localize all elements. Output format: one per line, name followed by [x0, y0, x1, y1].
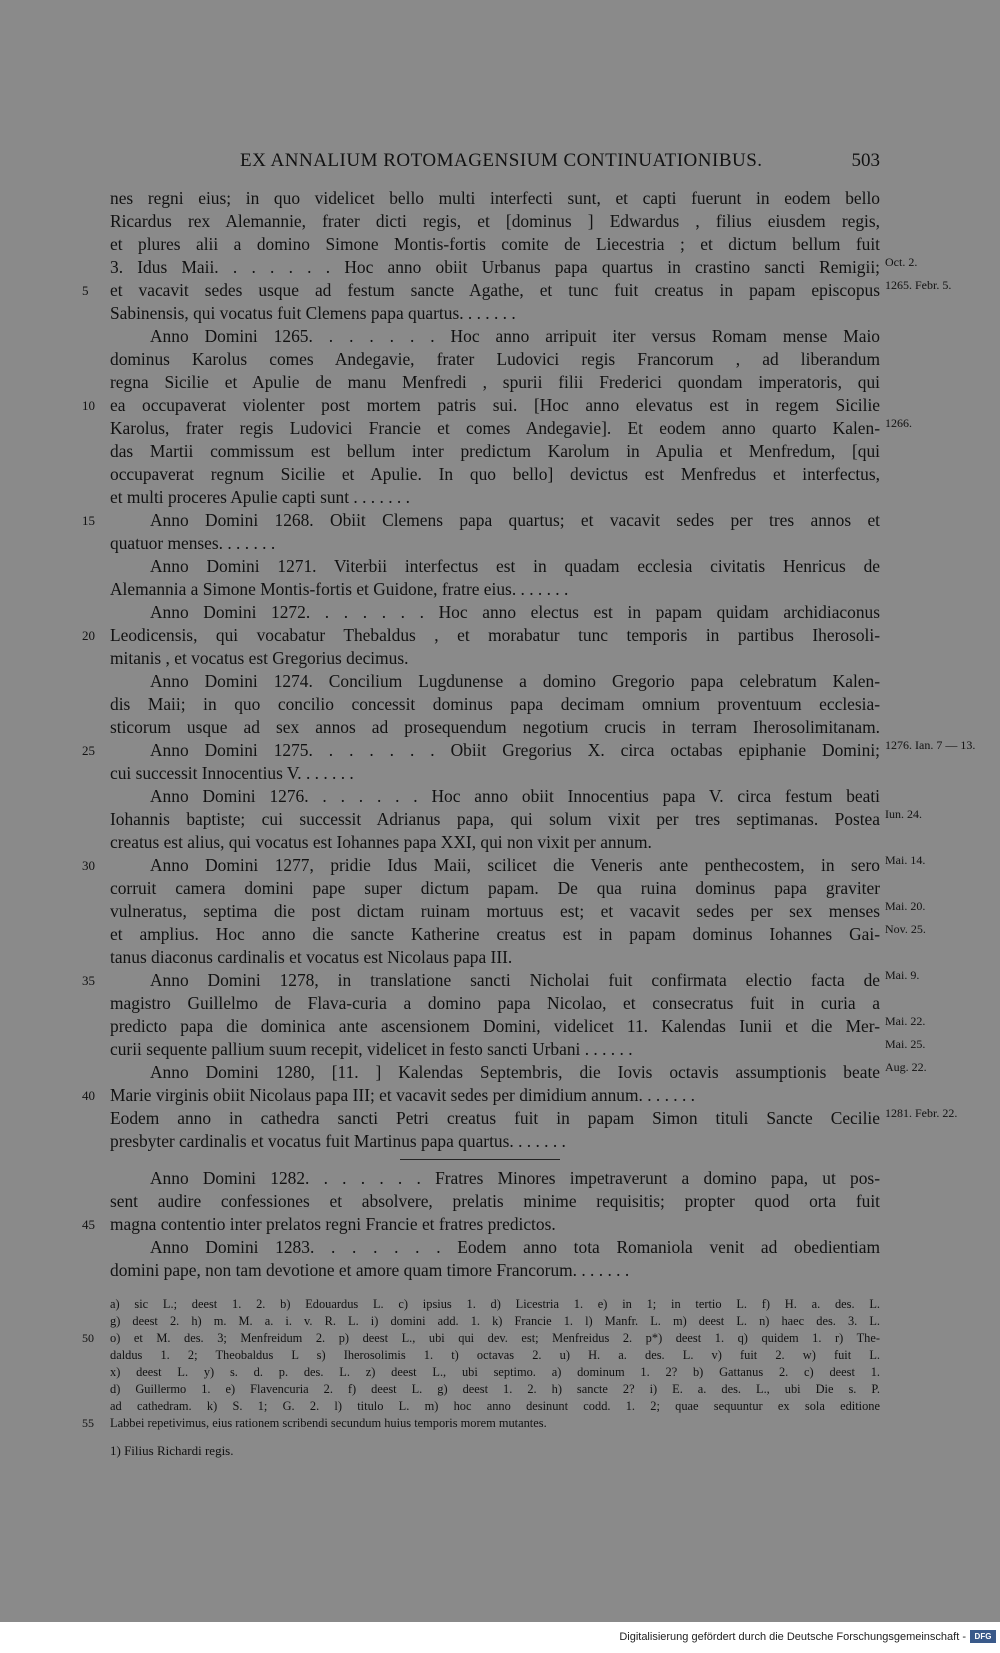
line-number: 45: [82, 1217, 95, 1232]
text-line: [110, 555, 880, 578]
line-text: regna Sicilie et Apulie de manu Menfredi , spurii filii Frederici quondam imperatoris, qui: [110, 372, 880, 392]
text-line: [110, 831, 880, 854]
margin-date: Mai. 20.: [885, 899, 926, 913]
line-text: a) sic L.; deest 1. 2. b) Edouardus L. c) ipsius 1. d) Licestria 1. e) in 1; in tertio L. f) H. a. des. L.: [110, 1297, 880, 1311]
text-line: [110, 255, 918, 279]
text-line: [82, 624, 880, 647]
text-line: [110, 601, 880, 624]
text-line: [110, 1106, 958, 1130]
line-text: Anno Domini 1271. Viterbii interfectus est in quadam ecclesia civitatis Henricus de: [150, 556, 880, 576]
text-line: [82, 738, 976, 762]
line-number: 25: [82, 743, 95, 758]
line-text: Anno Domini 1268. Obiit Clemens papa quartus; et vacavit sedes per tres annos et: [150, 510, 880, 530]
text-line: [110, 1167, 880, 1190]
text-line: [110, 1014, 926, 1038]
line-text: Eodem anno in cathedra sancti Petri creatus fuit in papam Simon tituli Sancte Cecilie: [110, 1108, 880, 1128]
text-line: [110, 946, 880, 969]
line-text: Sabinensis, qui vocatus fuit Clemens papa quartus. . . . . . .: [110, 303, 516, 323]
running-title: EX ANNALIUM ROTOMAGENSIUM CONTINUATIONIBUS.: [240, 150, 763, 171]
margin-date: Iun. 24.: [885, 807, 922, 821]
funding-note: Digitalisierung gefördert durch die Deutsche Forschungsgemeinschaft -: [619, 1631, 966, 1643]
text-line: [110, 992, 880, 1015]
text-line: [110, 325, 880, 348]
line-text: sticorum usque ad sex annos ad prosequendum negotium crucis in terram Iherosolimitanam.: [110, 717, 880, 737]
line-text: mitanis , et vocatus est Gregorius decimus.: [110, 648, 409, 668]
margin-date: 1276. Ian. 7 — 13.: [885, 738, 976, 752]
text-line: [82, 1330, 880, 1347]
line-text: Ricardus rex Alemannie, frater dicti regis, et [dominus ] Edwardus , filius eiusdem regis,: [110, 211, 880, 231]
text-line: [82, 853, 926, 877]
line-number: 5: [82, 283, 89, 298]
line-number: 10: [82, 398, 95, 413]
margin-date: 1265. Febr. 5.: [885, 278, 952, 292]
line-text: et plures alii a domino Simone Montis-fortis comite de Liecestria ; et dictum bellum fuit: [110, 234, 880, 254]
line-text: x) deest L. y) s. d. p. des. L. z) deest L., ubi septimo. a) dominum 1. 2? b) Gattanus 2. c) deest 1.: [110, 1365, 880, 1379]
line-text: cui successit Innocentius V. . . . . . .: [110, 763, 354, 783]
text-line: [110, 187, 880, 210]
text-line: [110, 532, 880, 555]
text-line: [110, 785, 880, 808]
line-text: Alemannia a Simone Montis-fortis et Guidone, fratre eius. . . . . . .: [110, 579, 569, 599]
line-text: presbyter cardinalis et vocatus fuit Martinus papa quartus. . . . . . .: [110, 1131, 566, 1151]
text-line: [110, 1313, 880, 1330]
line-text: domini pape, non tam devotione et amore quam timore Francorum. . . . . . .: [110, 1260, 630, 1280]
text-line: [110, 486, 880, 509]
line-number: 15: [82, 513, 95, 528]
line-text: quatuor menses. . . . . . .: [110, 533, 276, 553]
text-line: [110, 1037, 926, 1061]
margin-date: Oct. 2.: [885, 255, 918, 269]
text-line: [110, 1060, 927, 1084]
text-line: [82, 394, 880, 417]
line-text: g) deest 2. h) m. M. a. i. v. R. L. i) domini add. 1. k) Francie 1. l) Manfr. L. m) deest L. n) haec des. 3. L.: [110, 1314, 880, 1328]
footnote: [110, 1442, 880, 1459]
line-text: Labbei repetivimus, eius rationem scribendi secundum huius temporis morem mutantes.: [110, 1416, 547, 1430]
line-text: 3. Idus Maii. . . . . . . Hoc anno obiit Urbanus papa quartus in crastino sancti Remigii;: [110, 257, 880, 277]
text-line: [110, 1130, 880, 1153]
line-text: corruit camera domini pape super dictum papam. De qua ruina dominus papa graviter: [110, 878, 880, 898]
line-text: sent audire confessiones et absolvere, prelatis minime requisitis; propter quod orta fuit: [110, 1191, 880, 1211]
line-text: das Martii commissum est bellum inter predictum Karolum in Apulia et Menfredum, [qui: [110, 441, 880, 461]
line-number: 35: [82, 973, 95, 988]
text-line: [110, 440, 880, 463]
line-text: Iohannis baptiste; cui successit Adrianus papa, qui solum vixit per tres septimanas. Postea: [110, 809, 880, 829]
text-line: [110, 670, 880, 693]
text-line: [110, 877, 880, 900]
margin-date: Mai. 25.: [885, 1037, 926, 1051]
line-text: predicto papa die dominica ante ascensionem Domini, videlicet 11. Kalendas Iunii et die Mer-: [110, 1016, 880, 1036]
line-text: magistro Guillelmo de Flava-curia a domino papa Nicolao, et consecratus fuit in curia a: [110, 993, 880, 1013]
text-line: [110, 922, 926, 946]
line-text: Anno Domini 1276. . . . . . . Hoc anno obiit Innocentius papa V. circa festum beati: [150, 786, 880, 806]
text-line: [82, 509, 880, 532]
margin-date: Aug. 22.: [885, 1060, 927, 1074]
line-text: curii sequente pallium suum recepit, videlicet in festo sancti Urbani . . . . . .: [110, 1039, 633, 1059]
line-text: Marie virginis obiit Nicolaus papa III; et vacavit sedes per dimidium annum. . . . . . .: [110, 1085, 696, 1105]
annals-block-2: [82, 1167, 880, 1282]
line-text: Anno Domini 1272. . . . . . . Hoc anno electus est in papam quidam archidiaconus: [150, 602, 880, 622]
line-number: 50: [82, 1331, 94, 1345]
text-line: [110, 348, 880, 371]
line-text: et amplius. Hoc anno die sancte Katherine creatus est in papam dominus Iohannes Gai-: [110, 924, 880, 944]
text-line: [110, 762, 880, 785]
line-text: et vacavit sedes usque ad festum sancte Agathe, et tunc fuit creatus in papam episcopus: [110, 280, 880, 300]
line-text: Anno Domini 1282. . . . . . . Fratres Minores impetraverunt a domino papa, ut pos-: [150, 1168, 880, 1188]
line-text: Anno Domini 1275. . . . . . . Obiit Gregorius X. circa octabas epiphanie Domini;: [150, 740, 880, 760]
line-text: vulneratus, septima die post dictam ruinam mortuus est; et vacavit sedes per sex menses: [110, 901, 880, 921]
footnote-line: 1) Filius Richardi regis.: [110, 1443, 234, 1458]
annals-block-1: [82, 187, 976, 1153]
text-line: [110, 416, 912, 440]
digitization-footer: [0, 1622, 1000, 1653]
section-separator: [110, 1153, 880, 1167]
line-text: Karolus, frater regis Ludovici Francie et comes Andegavie]. Et eodem anno quarto Kalen-: [110, 418, 880, 438]
text-line: [110, 463, 880, 486]
line-text: occupaverat regnum Sicilie et Apulie. In quo bello] devictus est Menfredus et interfectus,: [110, 464, 880, 484]
line-text: dis Maii; in quo concilio concessit dominus papa decimam omnium proventuum ecclesia-: [110, 694, 880, 714]
text-line: [110, 1364, 880, 1381]
text-line: [82, 1084, 880, 1107]
line-text: magna contentio inter prelatos regni Francie et fratres predictos.: [110, 1214, 556, 1234]
margin-date: Mai. 9.: [885, 968, 920, 982]
margin-date: Mai. 22.: [885, 1014, 926, 1028]
margin-date: Mai. 14.: [885, 853, 926, 867]
text-line: [110, 578, 880, 601]
text-line: [82, 968, 920, 992]
margin-date: Nov. 25.: [885, 922, 926, 936]
line-number: 40: [82, 1088, 95, 1103]
line-number: 55: [82, 1416, 94, 1430]
page-header: [110, 150, 880, 176]
line-text: d) Guillermo 1. e) Flavencuria 2. f) deest L. g) deest 1. 2. h) sancte 2? i) E. a. des. L., ubi Die s. P.: [110, 1382, 880, 1396]
text-line: [110, 210, 880, 233]
line-number: 30: [82, 858, 95, 873]
text-line: [110, 371, 880, 394]
text-line: [110, 1381, 880, 1398]
line-text: creatus est alius, qui vocatus est Iohannes papa XXI, qui non vixit per annum.: [110, 832, 652, 852]
text-line: [110, 1347, 880, 1364]
line-text: dominus Karolus comes Andegavie, frater Ludovici regis Francorum , ad liberandum: [110, 349, 880, 369]
text-line: [82, 1213, 880, 1236]
text-line: [110, 899, 926, 923]
main-text: [82, 187, 976, 1459]
text-line: [82, 1415, 880, 1432]
text-line: [110, 302, 880, 325]
text-line: [110, 807, 922, 831]
line-text: nes regni eius; in quo videlicet bello multi interfecti sunt, et capti fuerunt in eodem bello: [110, 188, 880, 208]
text-line: [110, 647, 880, 670]
line-text: Anno Domini 1283. . . . . . . Eodem anno tota Romaniola venit ad obedientiam: [150, 1237, 880, 1257]
text-line: [110, 1398, 880, 1415]
line-text: Anno Domini 1274. Concilium Lugdunense a domino Gregorio papa celebratum Kalen-: [150, 671, 880, 691]
line-text: ea occupaverat violenter post mortem patris sui. [Hoc anno elevatus est in regem Sicilie: [110, 395, 880, 415]
line-text: Anno Domini 1265. . . . . . . Hoc anno arripuit iter versus Romam mense Maio: [150, 326, 880, 346]
text-line: [110, 716, 880, 739]
text-line: [110, 233, 880, 256]
text-line: [110, 1190, 880, 1213]
line-text: tanus diaconus cardinalis et vocatus est Nicolaus papa III.: [110, 947, 513, 967]
text-line: [110, 693, 880, 716]
text-line: [110, 1296, 880, 1313]
margin-date: 1266.: [885, 416, 912, 430]
critical-apparatus: [82, 1296, 880, 1432]
text-line: [110, 1259, 880, 1282]
text-line: [82, 278, 952, 302]
margin-date: 1281. Febr. 22.: [885, 1106, 958, 1120]
line-text: Anno Domini 1277, pridie Idus Maii, scilicet die Veneris ante penthecostem, in sero: [150, 855, 880, 875]
line-text: daldus 1. 2; Theobaldus L s) Iherosolimis 1. t) octavas 2. u) H. a. des. L. v) fuit 2. w) fuit L.: [110, 1348, 880, 1362]
text-line: [110, 1236, 880, 1259]
line-number: 20: [82, 628, 95, 643]
dfg-logo: DFG: [970, 1630, 996, 1643]
line-text: ad cathedram. k) S. 1; G. 2. l) titulo L. m) hoc anno desinunt codd. 1. 2; quae sequuntur ex sola editione: [110, 1399, 880, 1413]
line-text: o) et M. des. 3; Menfreidum 2. p) deest L., ubi qui dev. est; Menfreidus 2. p*) deest 1. q) quidem 1. r) The-: [110, 1331, 880, 1345]
line-text: Anno Domini 1280, [11. ] Kalendas Septembris, die Iovis octavis assumptionis beate: [150, 1062, 880, 1082]
line-text: et multi proceres Apulie capti sunt . . . . . . .: [110, 487, 410, 507]
page-number: 503: [851, 150, 880, 171]
line-text: Anno Domini 1278, in translatione sancti Nicholai fuit confirmata electio facta de: [150, 970, 880, 990]
line-text: Leodicensis, qui vocabatur Thebaldus , et morabatur tunc temporis in partibus Iherosoli-: [110, 625, 880, 645]
